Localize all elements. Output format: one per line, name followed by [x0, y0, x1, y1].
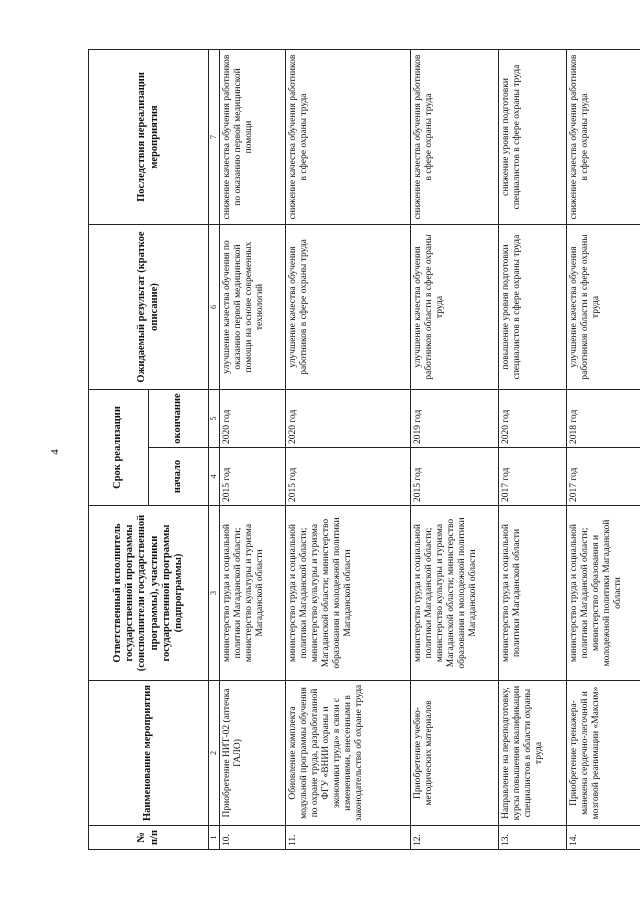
row-executor: министерство труда и социальной политики Магаданской области; министерство культуры и туризма Магаданской области; министерство образования и молодежной политики Магаданской области	[286, 506, 411, 681]
header-executor: Ответственный исполнитель государственной программы (соисполнители государственной программы), участники государственной программы (подпрограммы)	[89, 506, 209, 681]
row-end: 2018 год	[567, 390, 640, 448]
row-start: 2015 год	[286, 448, 411, 506]
row-executor: министерство труда и социальной политики Магаданской области	[499, 506, 567, 681]
header-row	[89, 50, 149, 850]
table-row	[499, 50, 567, 850]
row-num: 14.	[567, 826, 640, 850]
row-num: 10.	[220, 826, 286, 850]
col-number: 7	[209, 50, 220, 225]
row-end: 2020 год	[286, 390, 411, 448]
row-name: Приобретение учебно-методических материалов	[411, 681, 499, 826]
header-start: начало	[149, 448, 209, 506]
row-executor: министерство труда и социальной политики Магаданской области; министерство образования и молодежной политики Магаданской области	[567, 506, 640, 681]
header-result: Ожидаемый результат (краткое описание)	[89, 225, 209, 390]
row-consequences: снижение качества обучения работников в сфере охраны труда	[286, 50, 411, 225]
table-row	[220, 50, 286, 850]
row-result: улучшение качества обучения по оказанию первой медицинской помощи на основе современных технологий	[220, 225, 286, 390]
row-consequences: снижение качества обучения работников в сфере охраны труда	[567, 50, 640, 225]
row-num: 11.	[286, 826, 411, 850]
col-number: 1	[209, 826, 220, 850]
row-result: улучшение качества обучения работников в сфере охраны труда	[286, 225, 411, 390]
row-start: 2015 год	[220, 448, 286, 506]
header-end: окончание	[149, 390, 209, 448]
row-end: 2020 год	[220, 390, 286, 448]
header-consequences: Последствия нереализации мероприятия	[89, 50, 209, 225]
rotated-table-wrapper	[88, 50, 623, 850]
row-name: Приобретение НИТ-02 (аптечка ГАЛО)	[220, 681, 286, 826]
row-num: 12.	[411, 826, 499, 850]
row-start: 2017 год	[567, 448, 640, 506]
row-result: улучшение качества обучения работников области в сфере охраны труда	[411, 225, 499, 390]
row-executor: министерство труда и социальной политики Магаданской области; министерство культуры и туризма Магаданской области; министерство образования и молодежной политики Магаданской области	[411, 506, 499, 681]
row-end: 2019 год	[411, 390, 499, 448]
row-name: Приобретение тренажера-манекена сердечно-легочной и мозговой реанимации «Максим»	[567, 681, 640, 826]
row-consequences: снижение качества обучения работников в сфере охраны труда	[411, 50, 499, 225]
col-number: 4	[209, 448, 220, 506]
header-name: Наименование мероприятия	[89, 681, 209, 826]
row-start: 2017 год	[499, 448, 567, 506]
row-consequences: снижение уровня подготовки специалистов в сфере охраны труда	[499, 50, 567, 225]
row-start: 2015 год	[411, 448, 499, 506]
row-name: Обновление комплекта модульной программы обучения по охране труда, разработанной ФГУ «ВНИИ охраны и экономики труда» в связи с изменениями, внесенными в законодательство об охране труда	[286, 681, 411, 826]
table-row	[567, 50, 640, 850]
col-number: 3	[209, 506, 220, 681]
row-result: улучшение качества обучения работников области в сфере охраны труда	[567, 225, 640, 390]
row-result: повышение уровня подготовки специалистов в сфере охраны труда	[499, 225, 567, 390]
col-number: 5	[209, 390, 220, 448]
header-period: Срок реализации	[89, 390, 149, 506]
row-num: 13.	[499, 826, 567, 850]
column-number-row	[209, 50, 220, 850]
table-row	[286, 50, 411, 850]
row-name: Направление на переподготовку, курсы повышения квалификации специалистов в области охраны труда	[499, 681, 567, 826]
col-number: 2	[209, 681, 220, 826]
table-row	[411, 50, 499, 850]
page-number: 4	[49, 449, 61, 455]
row-end: 2020 год	[499, 390, 567, 448]
row-consequences: снижение качества обучения работников по оказанию первой медицинской помощи	[220, 50, 286, 225]
measures-table	[88, 49, 640, 850]
col-number: 6	[209, 225, 220, 390]
header-num: № п/п	[89, 826, 209, 850]
row-executor: министерство труда и социальной политики Магаданской области; министерство культуры и туризма Магаданской области	[220, 506, 286, 681]
